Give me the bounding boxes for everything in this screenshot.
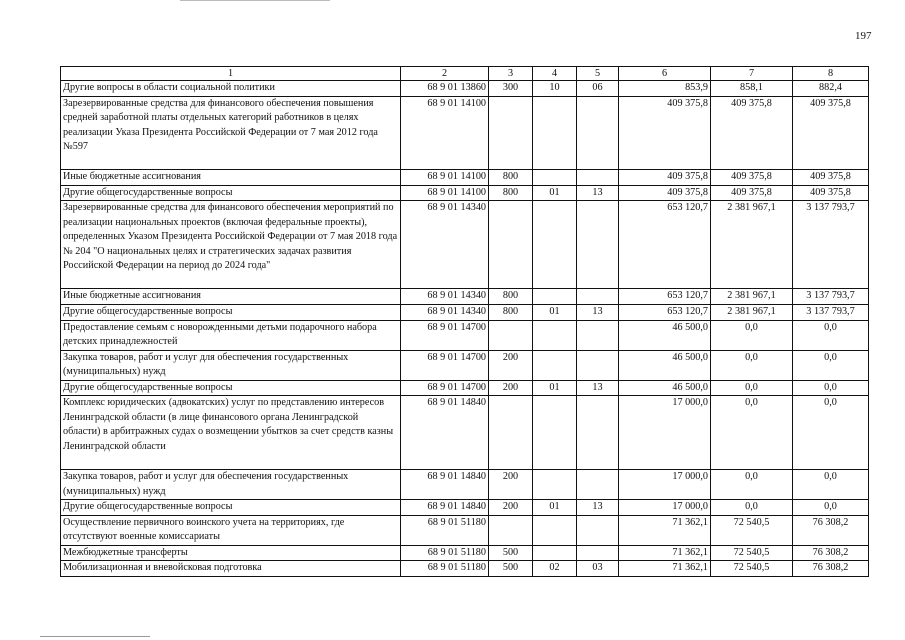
row-target-code: 68 9 01 14840 <box>401 396 489 470</box>
row-section <box>533 169 577 185</box>
row-target-code: 68 9 01 14100 <box>401 185 489 201</box>
row-subsection <box>577 289 619 305</box>
column-header: 5 <box>577 67 619 81</box>
row-expense-type: 200 <box>489 470 533 500</box>
row-expense-type: 800 <box>489 185 533 201</box>
row-section <box>533 515 577 545</box>
row-subsection: 13 <box>577 500 619 516</box>
table-row <box>61 470 869 500</box>
row-amount-year1: 853,9 <box>619 81 711 97</box>
row-amount-year1: 653 120,7 <box>619 289 711 305</box>
row-section <box>533 396 577 470</box>
row-amount-year2: 2 381 967,1 <box>711 304 793 320</box>
row-description: Зарезервированные средства для финансового обеспечения мероприятий по реализации национальных проектов (включая федеральные проекты), определенных Указом Президента Российской Федерации от 7 мая 2018 года № 204 "О национальных целях и стратегических задачах развития Российской Федерации на период до 2024 года" <box>61 201 401 289</box>
table-row <box>61 500 869 516</box>
row-amount-year3: 3 137 793,7 <box>793 201 869 289</box>
row-amount-year3: 0,0 <box>793 396 869 470</box>
row-target-code: 68 9 01 14340 <box>401 201 489 289</box>
row-subsection <box>577 169 619 185</box>
row-subsection <box>577 470 619 500</box>
row-description: Закупка товаров, работ и услуг для обеспечения государственных (муниципальных) нужд <box>61 350 401 380</box>
row-amount-year3: 3 137 793,7 <box>793 289 869 305</box>
row-description: Зарезервированные средства для финансового обеспечения повышения средней заработной платы отдельных категорий работников в целях реализации Указа Президента Российской Федерации от 7 мая 2012 года №597 <box>61 96 401 169</box>
row-subsection <box>577 320 619 350</box>
row-description: Другие общегосударственные вопросы <box>61 380 401 396</box>
row-amount-year1: 17 000,0 <box>619 500 711 516</box>
row-amount-year1: 46 500,0 <box>619 320 711 350</box>
row-target-code: 68 9 01 51180 <box>401 561 489 577</box>
page-number: 197 <box>855 30 872 42</box>
row-subsection: 13 <box>577 304 619 320</box>
row-subsection <box>577 201 619 289</box>
row-expense-type: 200 <box>489 380 533 396</box>
row-description: Закупка товаров, работ и услуг для обеспечения государственных (муниципальных) нужд <box>61 470 401 500</box>
row-amount-year3: 409 375,8 <box>793 169 869 185</box>
row-subsection: 13 <box>577 185 619 201</box>
row-description: Иные бюджетные ассигнования <box>61 289 401 305</box>
table-row <box>61 561 869 577</box>
table-row <box>61 289 869 305</box>
row-target-code: 68 9 01 14340 <box>401 304 489 320</box>
row-expense-type: 800 <box>489 289 533 305</box>
top-rule <box>180 0 330 1</box>
row-target-code: 68 9 01 14840 <box>401 470 489 500</box>
row-amount-year3: 3 137 793,7 <box>793 304 869 320</box>
table-row <box>61 185 869 201</box>
bottom-rule <box>40 636 150 637</box>
column-header: 4 <box>533 67 577 81</box>
row-amount-year2: 409 375,8 <box>711 169 793 185</box>
row-subsection <box>577 515 619 545</box>
table-header-row <box>61 67 869 81</box>
row-amount-year1: 46 500,0 <box>619 380 711 396</box>
row-amount-year1: 17 000,0 <box>619 470 711 500</box>
row-section <box>533 320 577 350</box>
row-description: Комплекс юридических (адвокатских) услуг по представлению интересов Ленинградской области (в лице финансового органа Ленинградской области) в арбитражных судах о возмещении убытков за счет средств казны Ленинградской области <box>61 396 401 470</box>
row-amount-year1: 71 362,1 <box>619 561 711 577</box>
row-expense-type <box>489 320 533 350</box>
row-target-code: 68 9 01 51180 <box>401 545 489 561</box>
table-row <box>61 320 869 350</box>
row-expense-type: 200 <box>489 350 533 380</box>
table-row <box>61 515 869 545</box>
row-amount-year3: 76 308,2 <box>793 545 869 561</box>
row-target-code: 68 9 01 14840 <box>401 500 489 516</box>
row-amount-year2: 0,0 <box>711 470 793 500</box>
row-amount-year3: 0,0 <box>793 500 869 516</box>
row-section <box>533 545 577 561</box>
row-amount-year2: 409 375,8 <box>711 185 793 201</box>
budget-table <box>60 66 869 577</box>
row-expense-type: 800 <box>489 304 533 320</box>
row-amount-year2: 0,0 <box>711 320 793 350</box>
column-header: 3 <box>489 67 533 81</box>
row-amount-year1: 409 375,8 <box>619 169 711 185</box>
row-amount-year1: 17 000,0 <box>619 396 711 470</box>
row-amount-year3: 409 375,8 <box>793 96 869 169</box>
row-amount-year2: 72 540,5 <box>711 515 793 545</box>
row-target-code: 68 9 01 14700 <box>401 350 489 380</box>
row-expense-type: 500 <box>489 561 533 577</box>
row-expense-type <box>489 396 533 470</box>
column-header: 2 <box>401 67 489 81</box>
row-target-code: 68 9 01 51180 <box>401 515 489 545</box>
row-section <box>533 350 577 380</box>
row-target-code: 68 9 01 13860 <box>401 81 489 97</box>
row-target-code: 68 9 01 14100 <box>401 169 489 185</box>
row-description: Мобилизационная и вневойсковая подготовка <box>61 561 401 577</box>
table-row <box>61 396 869 470</box>
row-section <box>533 201 577 289</box>
row-amount-year3: 409 375,8 <box>793 185 869 201</box>
table-row <box>61 96 869 169</box>
row-expense-type <box>489 201 533 289</box>
row-amount-year2: 0,0 <box>711 380 793 396</box>
column-header: 8 <box>793 67 869 81</box>
row-amount-year1: 71 362,1 <box>619 545 711 561</box>
row-expense-type <box>489 96 533 169</box>
column-header: 1 <box>61 67 401 81</box>
row-section: 01 <box>533 185 577 201</box>
row-section: 01 <box>533 304 577 320</box>
row-expense-type <box>489 515 533 545</box>
row-amount-year2: 409 375,8 <box>711 96 793 169</box>
table-row <box>61 545 869 561</box>
row-amount-year1: 409 375,8 <box>619 185 711 201</box>
column-header: 7 <box>711 67 793 81</box>
row-amount-year3: 0,0 <box>793 350 869 380</box>
row-amount-year3: 882,4 <box>793 81 869 97</box>
row-expense-type: 200 <box>489 500 533 516</box>
row-section: 10 <box>533 81 577 97</box>
table-row <box>61 380 869 396</box>
row-amount-year1: 71 362,1 <box>619 515 711 545</box>
row-description: Другие общегосударственные вопросы <box>61 500 401 516</box>
row-description: Другие вопросы в области социальной политики <box>61 81 401 97</box>
row-expense-type: 300 <box>489 81 533 97</box>
row-description: Предоставление семьям с новорожденными детьми подарочного набора детских принадлежностей <box>61 320 401 350</box>
row-amount-year3: 76 308,2 <box>793 515 869 545</box>
row-amount-year1: 409 375,8 <box>619 96 711 169</box>
table-row <box>61 304 869 320</box>
row-amount-year2: 2 381 967,1 <box>711 201 793 289</box>
row-amount-year3: 76 308,2 <box>793 561 869 577</box>
row-description: Иные бюджетные ассигнования <box>61 169 401 185</box>
column-header: 6 <box>619 67 711 81</box>
row-subsection <box>577 350 619 380</box>
row-target-code: 68 9 01 14700 <box>401 320 489 350</box>
row-amount-year3: 0,0 <box>793 470 869 500</box>
row-subsection <box>577 96 619 169</box>
row-amount-year2: 0,0 <box>711 350 793 380</box>
row-subsection: 06 <box>577 81 619 97</box>
table-row <box>61 201 869 289</box>
row-section <box>533 96 577 169</box>
row-section <box>533 289 577 305</box>
row-amount-year1: 46 500,0 <box>619 350 711 380</box>
row-amount-year2: 0,0 <box>711 500 793 516</box>
row-subsection: 13 <box>577 380 619 396</box>
row-amount-year1: 653 120,7 <box>619 304 711 320</box>
row-description: Другие общегосударственные вопросы <box>61 304 401 320</box>
table-row <box>61 350 869 380</box>
row-section: 01 <box>533 380 577 396</box>
row-amount-year3: 0,0 <box>793 320 869 350</box>
row-description: Межбюджетные трансферты <box>61 545 401 561</box>
row-target-code: 68 9 01 14700 <box>401 380 489 396</box>
row-amount-year2: 858,1 <box>711 81 793 97</box>
row-target-code: 68 9 01 14340 <box>401 289 489 305</box>
row-amount-year2: 72 540,5 <box>711 561 793 577</box>
row-description: Другие общегосударственные вопросы <box>61 185 401 201</box>
row-description: Осуществление первичного воинского учета на территориях, где отсутствуют военные комиссариаты <box>61 515 401 545</box>
row-subsection <box>577 545 619 561</box>
row-section <box>533 470 577 500</box>
row-amount-year3: 0,0 <box>793 380 869 396</box>
table-row <box>61 81 869 97</box>
row-subsection <box>577 396 619 470</box>
row-expense-type: 800 <box>489 169 533 185</box>
row-amount-year2: 0,0 <box>711 396 793 470</box>
table-row <box>61 169 869 185</box>
row-section: 02 <box>533 561 577 577</box>
row-target-code: 68 9 01 14100 <box>401 96 489 169</box>
row-amount-year2: 2 381 967,1 <box>711 289 793 305</box>
row-amount-year1: 653 120,7 <box>619 201 711 289</box>
row-expense-type: 500 <box>489 545 533 561</box>
row-section: 01 <box>533 500 577 516</box>
row-amount-year2: 72 540,5 <box>711 545 793 561</box>
row-subsection: 03 <box>577 561 619 577</box>
